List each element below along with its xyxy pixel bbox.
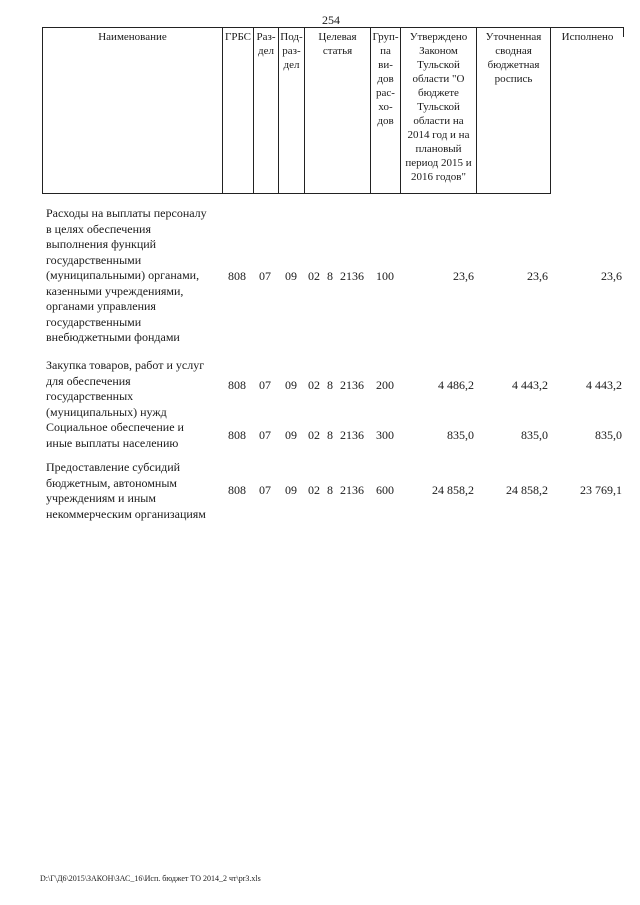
row-values [0,378,640,393]
header-utochnennaya-line: роспись [494,73,533,85]
row-name-line: казенными учреждениями, [46,283,184,298]
header-tselevaya-line: статья [322,45,353,57]
cell-utverzhdeno: 4 486,2 [438,378,474,392]
cell-utverzhdeno: 835,0 [447,428,474,442]
cell-tselevaya-subprogram: 8 [327,483,333,497]
header-utochnennaya-line: Уточненная [485,31,542,43]
header-podrazdel-line: Под- [280,31,303,43]
row-name-line: Социальное обеспечение и [46,420,184,434]
cell-razdel: 07 [259,378,271,392]
header-utverzhdeno-line: Утверждено [409,31,468,43]
header-utverzhdeno-line: области "О [412,73,465,85]
header-gruppa-line: хо- [378,101,393,113]
cell-utochnennaya: 835,0 [521,428,548,442]
header-gruppa-line: па [380,45,391,57]
row-name-line: государственными [46,314,142,329]
page-number: 254 [322,13,340,27]
header-gruppa [370,27,401,194]
row-name-line: внебюджетными фондами [46,330,180,344]
header-gruppa-line: ви- [378,59,393,71]
row-name-line: в целях обеспечения [46,221,151,236]
cell-ispolneno: 835,0 [595,428,622,442]
cell-razdel: 07 [259,269,271,283]
header-podrazdel [278,27,305,194]
header-utverzhdeno-line: 2014 год и на [407,129,470,141]
cell-tselevaya-program: 02 [308,483,320,497]
header-podrazdel-line: дел [283,59,300,71]
row-values [0,269,640,284]
row-name-line: некоммерческим организациям [46,506,206,521]
header-utochnennaya-line: бюджетная [487,59,540,71]
cell-tselevaya-program: 02 [308,428,320,442]
header-gruppa-line: дов [377,73,394,85]
cell-ispolneno: 4 443,2 [586,378,622,392]
cell-grbs: 808 [228,378,246,392]
header-razdel-line: дел [258,45,274,57]
row-name-line: (муниципальными) органами, [46,268,200,282]
cell-tselevaya-direction: 2136 [340,269,364,283]
cell-tselevaya-subprogram: 8 [327,428,333,442]
header-utverzhdeno-line: Законом [419,45,458,57]
header-utverzhdeno-line: области на [413,115,464,127]
row-name-line: государственных [46,389,134,403]
header-ispolneno [550,27,624,194]
header-name-line: Наименование [98,31,167,43]
row-name-line: органами управления [46,299,156,313]
row-name-line: выполнения функций [46,237,157,251]
header-utverzhdeno-line: бюджете [418,87,459,99]
row-name-line: Предоставление субсидий [46,460,181,474]
header-right-tick [623,27,624,37]
header-tselevaya [304,27,371,194]
header-utochnennaya [476,27,551,194]
row-name-line: Закупка товаров, работ и услуг [46,358,205,372]
row-name-line: Расходы на выплаты персоналу [46,206,207,220]
header-gruppa-line: дов [377,115,394,127]
row-name-line: иные выплаты населению [46,435,179,450]
header-razdel-line: Раз- [256,31,276,43]
header-razdel [253,27,279,194]
cell-podrazdel: 09 [285,269,297,283]
cell-utochnennaya: 4 443,2 [512,378,548,392]
footer-file-path: D:\Г\Д6\2015\ЗАКОН\ЗАС_16\Исп. бюджет ТО 2014_2 чт\pr3.xls [40,874,261,883]
header-utverzhdeno [400,27,477,194]
cell-gruppa: 200 [376,378,394,392]
header-utverzhdeno-line: Тульской [417,101,460,113]
header-top-rule [550,27,624,28]
row-values [0,428,640,443]
cell-utochnennaya: 23,6 [527,269,548,283]
row-name-line: для обеспечения [46,373,131,388]
header-utverzhdeno-line: период 2015 и [405,157,472,169]
row-values [0,483,640,498]
cell-razdel: 07 [259,483,271,497]
header-gruppa-line: рас- [376,87,395,99]
header-name [42,27,223,194]
header-utochnennaya-line: сводная [495,45,532,57]
cell-utverzhdeno: 23,6 [453,269,474,283]
header-utverzhdeno-line: плановый [415,143,462,155]
header-utverzhdeno-line: 2016 годов" [411,171,466,183]
cell-tselevaya-program: 02 [308,269,320,283]
cell-gruppa: 300 [376,428,394,442]
row-name-line: бюджетным, автономным [46,475,177,490]
row-name-line: учреждениям и иным [46,491,156,505]
cell-grbs: 808 [228,428,246,442]
cell-utverzhdeno: 24 858,2 [432,483,474,497]
cell-ispolneno: 23 769,1 [580,483,622,497]
cell-podrazdel: 09 [285,483,297,497]
cell-tselevaya-subprogram: 8 [327,378,333,392]
header-ispolneno-line: Исполнено [561,31,614,43]
row-name-line: государственными [46,252,142,267]
cell-utochnennaya: 24 858,2 [506,483,548,497]
cell-ispolneno: 23,6 [601,269,622,283]
row-name-line: (муниципальных) нужд [46,404,167,419]
cell-tselevaya-direction: 2136 [340,428,364,442]
header-gruppa-line: Груп- [372,31,399,43]
cell-gruppa: 600 [376,483,394,497]
cell-razdel: 07 [259,428,271,442]
cell-tselevaya-program: 02 [308,378,320,392]
cell-tselevaya-subprogram: 8 [327,269,333,283]
header-grbs [222,27,254,194]
cell-tselevaya-direction: 2136 [340,378,364,392]
cell-grbs: 808 [228,483,246,497]
header-tselevaya-line: Целевая [318,31,357,43]
cell-podrazdel: 09 [285,378,297,392]
header-utverzhdeno-line: Тульской [417,59,460,71]
cell-gruppa: 100 [376,269,394,283]
header-grbs-line: ГРБС [224,31,252,43]
header-podrazdel-line: раз- [282,45,301,57]
cell-tselevaya-direction: 2136 [340,483,364,497]
cell-grbs: 808 [228,269,246,283]
cell-podrazdel: 09 [285,428,297,442]
